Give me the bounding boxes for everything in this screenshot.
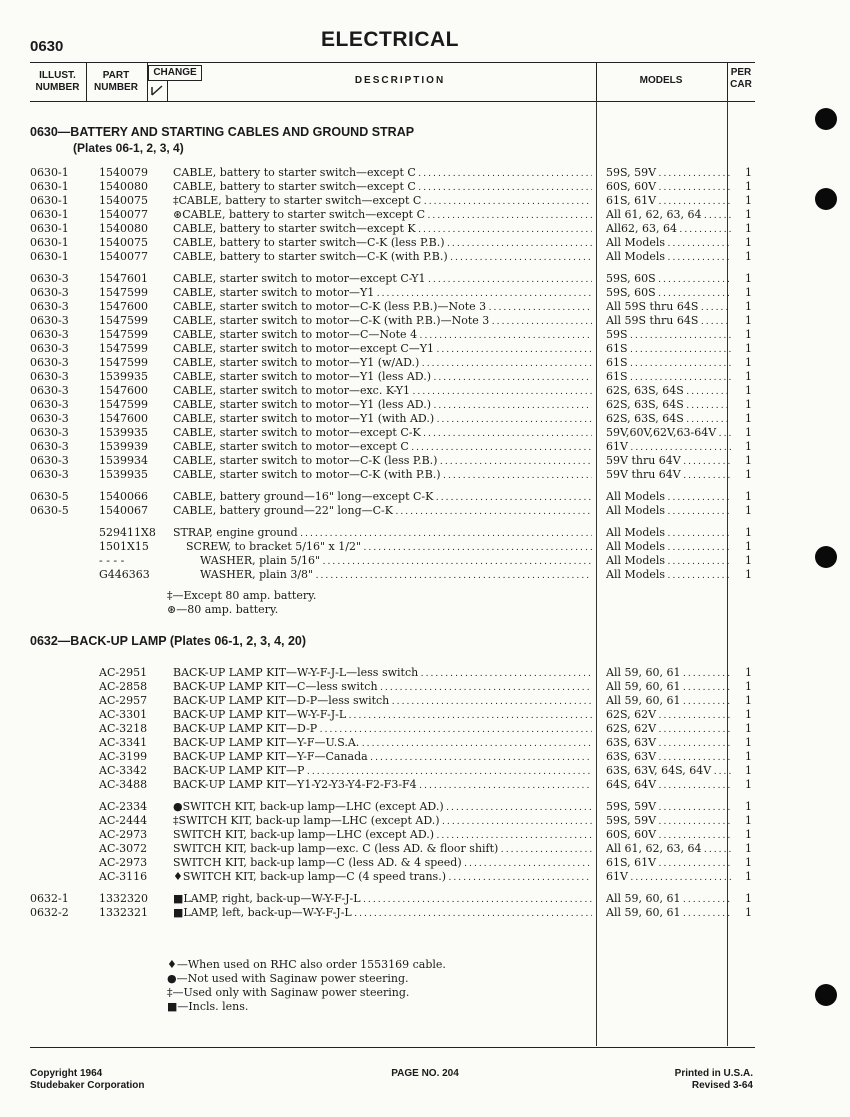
models: All 59, 60, 61 . . . (606, 680, 731, 695)
table-row (30, 764, 755, 778)
header-change: CHANGE (148, 65, 202, 81)
footer-copyright: Copyright 1964 (30, 1068, 103, 1079)
description: CABLE, starter switch to motor—exc. K-Y1 . . . (173, 384, 592, 399)
description: CABLE, starter switch to motor—except C . . . (173, 440, 592, 455)
per-car: 1 (745, 166, 752, 179)
footer-rule (30, 1047, 755, 1048)
illustration-number: 0630-3 (30, 328, 69, 341)
models: 62S, 62V . . . (606, 708, 731, 723)
binder-hole-icon (815, 546, 837, 568)
models: 59S, 59V . . . (606, 166, 731, 181)
change-check-icon (150, 83, 168, 97)
description: ‡SWITCH KIT, back-up lamp—LHC (except AD.) . . . (173, 814, 592, 829)
illustration-number: 0630-3 (30, 342, 69, 355)
part-number: 1547599 (99, 286, 148, 299)
per-car: 1 (745, 468, 752, 481)
table-row (30, 526, 755, 540)
part-number: - - - - (99, 554, 125, 567)
illustration-number: 0630-1 (30, 222, 69, 235)
models: All 59, 60, 61 . . . (606, 906, 731, 921)
table-row (30, 666, 755, 680)
per-car: 1 (745, 906, 752, 919)
per-car: 1 (745, 250, 752, 263)
description: WASHER, plain 3/8" . . . (200, 568, 592, 583)
table-row (30, 426, 755, 440)
models: All 59, 60, 61 . . . (606, 694, 731, 709)
table-row (30, 906, 755, 920)
per-car: 1 (745, 328, 752, 341)
description: ■LAMP, right, back-up—W-Y-F-J-L . . . (173, 892, 592, 907)
description: CABLE, starter switch to motor—except C—Y1 . . . (173, 342, 592, 357)
description: ●SWITCH KIT, back-up lamp—LHC (except AD.) . . . (173, 800, 592, 815)
table-row (30, 870, 755, 884)
part-number: 1547601 (99, 272, 148, 285)
description: BACK-UP LAMP KIT—C—less switch . . . (173, 680, 592, 695)
description: BACK-UP LAMP KIT—W-Y-F-J-L—less switch . . . (173, 666, 592, 681)
table-row (30, 490, 755, 504)
part-number: 1540080 (99, 222, 148, 235)
models: 63S, 63V . . . (606, 736, 731, 751)
header-per-car (727, 63, 755, 101)
header-illust-line2: NUMBER (35, 82, 80, 93)
per-car: 1 (745, 708, 752, 721)
part-number: 1540080 (99, 180, 148, 193)
per-car: 1 (745, 800, 752, 813)
per-car: 1 (745, 694, 752, 707)
description: CABLE, battery to starter switch—except C . . . (173, 166, 592, 181)
footer-printed: Printed in U.S.A. (674, 1068, 753, 1079)
models: 59S, 60S . . . (606, 286, 731, 301)
description: CABLE, battery ground—22" long—C-K . . . (173, 504, 592, 519)
table-row (30, 540, 755, 554)
per-car: 1 (745, 384, 752, 397)
description: CABLE, battery ground—16" long—except C-K . . . (173, 490, 592, 505)
models: All 59S thru 64S . . . (606, 314, 731, 329)
per-car: 1 (745, 314, 752, 327)
per-car: 1 (745, 356, 752, 369)
models: All 61, 62, 63, 64 . . . (606, 842, 731, 857)
footnote: ‡—Used only with Saginaw power steering. (167, 986, 410, 999)
models: 59S, 59V . . . (606, 814, 731, 829)
models: 59S, 60S . . . (606, 272, 731, 287)
footnote: ●—Not used with Saginaw power steering. (167, 972, 409, 985)
per-car: 1 (745, 370, 752, 383)
description: BACK-UP LAMP KIT—P . . . (173, 764, 592, 779)
models: All Models . . . (606, 504, 731, 519)
part-number: 1547599 (99, 356, 148, 369)
per-car: 1 (745, 490, 752, 503)
part-number: AC-3218 (99, 722, 148, 735)
illustration-number: 0630-3 (30, 398, 69, 411)
per-car: 1 (745, 736, 752, 749)
description: BACK-UP LAMP KIT—Y1-Y2-Y3-Y4-F2-F3-F4 . . . (173, 778, 592, 793)
page-title: ELECTRICAL (321, 28, 459, 51)
per-car: 1 (745, 454, 752, 467)
part-number: 1547599 (99, 314, 148, 327)
part-number: 1540075 (99, 236, 148, 249)
part-number: 1547599 (99, 328, 148, 341)
header-per-line1: PER (730, 67, 752, 78)
table-row (30, 440, 755, 454)
models: 62S, 62V . . . (606, 722, 731, 737)
table-row (30, 750, 755, 764)
table-header (30, 62, 755, 102)
description: SWITCH KIT, back-up lamp—LHC (except AD.) . . . (173, 828, 592, 843)
per-car: 1 (745, 194, 752, 207)
part-number: 1547599 (99, 398, 148, 411)
illustration-number: 0630-1 (30, 166, 69, 179)
models: All62, 63, 64 . . . (606, 222, 731, 237)
binder-hole-icon (815, 188, 837, 210)
table-row (30, 272, 755, 286)
illustration-number: 0632-2 (30, 906, 69, 919)
section-subtitle-0630: (Plates 06-1, 2, 3, 4) (73, 141, 184, 155)
illustration-number: 0630-3 (30, 272, 69, 285)
part-number: G446363 (99, 568, 150, 581)
description: CABLE, starter switch to motor—Y1 (with AD.) . . . (173, 412, 592, 427)
per-car: 1 (745, 540, 752, 553)
description: CABLE, starter switch to motor—Y1 (less AD.) . . . (173, 370, 592, 385)
description: CABLE, battery to starter switch—except C . . . (173, 180, 592, 195)
description: CABLE, battery to starter switch—C-K (with P.B.) . . . (173, 250, 592, 265)
models: All Models . . . (606, 554, 731, 569)
table-row (30, 314, 755, 328)
part-number: 1501X15 (99, 540, 149, 553)
per-car: 1 (745, 208, 752, 221)
section-title-0630: 0630—BATTERY AND STARTING CABLES AND GROUND STRAP (30, 125, 415, 139)
per-car: 1 (745, 504, 752, 517)
table-row (30, 504, 755, 518)
per-car: 1 (745, 778, 752, 791)
part-number: 1547600 (99, 384, 148, 397)
part-number: 1539935 (99, 426, 148, 439)
header-description-text: DESCRIPTION (354, 75, 446, 86)
header-illust-line1: ILLUST. (39, 70, 76, 81)
per-car: 1 (745, 300, 752, 313)
illustration-number: 0630-1 (30, 250, 69, 263)
illustration-number: 0632-1 (30, 892, 69, 905)
table-row (30, 222, 755, 236)
illustration-number: 0630-3 (30, 454, 69, 467)
table-row (30, 856, 755, 870)
part-number: AC-2973 (99, 828, 148, 841)
per-car: 1 (745, 440, 752, 453)
illustration-number: 0630-1 (30, 194, 69, 207)
description: CABLE, starter switch to motor—Y1 . . . (173, 286, 592, 301)
description: SWITCH KIT, back-up lamp—exc. C (less AD. & floor shift) . . . (173, 842, 592, 857)
illustration-number: 0630-5 (30, 504, 69, 517)
illustration-number: 0630-3 (30, 286, 69, 299)
table-row (30, 722, 755, 736)
models: 60S, 60V . . . (606, 180, 731, 195)
models: 61V . . . (606, 440, 731, 455)
models: 63S, 63V . . . (606, 750, 731, 765)
table-row (30, 736, 755, 750)
models: 61V . . . (606, 870, 731, 885)
per-car: 1 (745, 568, 752, 581)
part-number: AC-2973 (99, 856, 148, 869)
illustration-number: 0630-3 (30, 314, 69, 327)
per-car: 1 (745, 426, 752, 439)
part-number: 1332321 (99, 906, 148, 919)
description: CABLE, starter switch to motor—C-K (less P.B.) . . . (173, 454, 592, 469)
description: CABLE, starter switch to motor—C—Note 4 . . . (173, 328, 592, 343)
table-row (30, 778, 755, 792)
per-car: 1 (745, 526, 752, 539)
models: 59V thru 64V . . . (606, 454, 731, 469)
illustration-number: 0630-3 (30, 300, 69, 313)
part-number: 1540067 (99, 504, 148, 517)
table-row (30, 708, 755, 722)
models: 62S, 63S, 64S . . . (606, 412, 731, 427)
models: All Models . . . (606, 490, 731, 505)
illustration-number: 0630-3 (30, 426, 69, 439)
table-row (30, 694, 755, 708)
table-row (30, 342, 755, 356)
per-car: 1 (745, 342, 752, 355)
header-per-line2: CAR (730, 79, 752, 90)
part-number: 1547600 (99, 412, 148, 425)
part-number: 529411X8 (99, 526, 156, 539)
part-number: AC-2951 (99, 666, 148, 679)
illustration-number: 0630-3 (30, 384, 69, 397)
table-row (30, 166, 755, 180)
description: BACK-UP LAMP KIT—D-P . . . (173, 722, 592, 737)
description: STRAP, engine ground . . . (173, 526, 592, 541)
description: CABLE, battery to starter switch—except K . . . (173, 222, 592, 237)
footnote: ⊛—80 amp. battery. (167, 603, 279, 616)
part-number: AC-3072 (99, 842, 148, 855)
table-row (30, 300, 755, 314)
binder-hole-icon (815, 984, 837, 1006)
table-row (30, 842, 755, 856)
models: All Models . . . (606, 540, 731, 555)
header-divider (167, 81, 168, 101)
models: All 59, 60, 61 . . . (606, 892, 731, 907)
models: 61S, 61V . . . (606, 856, 731, 871)
per-car: 1 (745, 554, 752, 567)
table-row (30, 370, 755, 384)
part-number: AC-2444 (99, 814, 148, 827)
illustration-number: 0630-1 (30, 208, 69, 221)
header-models-text: MODELS (639, 75, 683, 86)
table-row (30, 568, 755, 582)
table-row (30, 454, 755, 468)
description: SWITCH KIT, back-up lamp—C (less AD. & 4 speed) . . . (173, 856, 592, 871)
table-row (30, 328, 755, 342)
illustration-number: 0630-3 (30, 468, 69, 481)
part-number: 1332320 (99, 892, 148, 905)
description: ⊛CABLE, battery to starter switch—except C . . . (173, 208, 592, 223)
table-row (30, 412, 755, 426)
per-car: 1 (745, 272, 752, 285)
models: 64S, 64V . . . (606, 778, 731, 793)
per-car: 1 (745, 828, 752, 841)
models: 59V,60V,62V,63-64V . . . (606, 426, 731, 441)
per-car: 1 (745, 892, 752, 905)
part-number: AC-2334 (99, 800, 148, 813)
models: All 59, 60, 61 . . . (606, 666, 731, 681)
models: 63S, 63V, 64S, 64V . . . (606, 764, 731, 779)
models: 62S, 63S, 64S . . . (606, 398, 731, 413)
per-car: 1 (745, 722, 752, 735)
per-car: 1 (745, 764, 752, 777)
description: BACK-UP LAMP KIT—Y-F—Canada . . . (173, 750, 592, 765)
description: ■LAMP, left, back-up—W-Y-F-J-L . . . (173, 906, 592, 921)
table-row (30, 468, 755, 482)
models: 59S . . . (606, 328, 731, 343)
models: 60S, 60V . . . (606, 828, 731, 843)
table-row (30, 286, 755, 300)
part-number: 1539939 (99, 440, 148, 453)
description: CABLE, starter switch to motor—C-K (with P.B.)—Note 3 . . . (173, 314, 592, 329)
illustration-number: 0630-5 (30, 490, 69, 503)
per-car: 1 (745, 870, 752, 883)
description: CABLE, starter switch to motor—except C-Y1 . . . (173, 272, 592, 287)
description: CABLE, starter switch to motor—C-K (less P.B.)—Note 3 . . . (173, 300, 592, 315)
footnote: ‡—Except 80 amp. battery. (167, 589, 317, 602)
table-row (30, 892, 755, 906)
footer-revised: Revised 3-64 (691, 1080, 753, 1091)
illustration-number: 0630-3 (30, 412, 69, 425)
section-title-0632: 0632—BACK-UP LAMP (Plates 06-1, 2, 3, 4, 20) (30, 634, 307, 648)
per-car: 1 (745, 286, 752, 299)
illustration-number: 0630-3 (30, 370, 69, 383)
part-number: 1539935 (99, 370, 148, 383)
table-row (30, 384, 755, 398)
header-description (200, 63, 600, 101)
table-row (30, 800, 755, 814)
per-car: 1 (745, 666, 752, 679)
description: ‡CABLE, battery to starter switch—except C . . . (173, 194, 592, 209)
part-number: 1540077 (99, 208, 148, 221)
part-number: AC-3341 (99, 736, 148, 749)
footer-left (30, 1068, 144, 1092)
per-car: 1 (745, 814, 752, 827)
footnote: ■—Incls. lens. (167, 1000, 249, 1013)
per-car: 1 (745, 222, 752, 235)
part-number: AC-3199 (99, 750, 148, 763)
part-number: 1540079 (99, 166, 148, 179)
part-number: 1547600 (99, 300, 148, 313)
header-illust (30, 63, 85, 101)
table-row (30, 356, 755, 370)
description: BACK-UP LAMP KIT—Y-F—U.S.A. . . . (173, 736, 592, 751)
per-car: 1 (745, 750, 752, 763)
table-row (30, 828, 755, 842)
table-row (30, 236, 755, 250)
description: CABLE, starter switch to motor—except C-K . . . (173, 426, 592, 441)
models: All Models . . . (606, 250, 731, 265)
per-car: 1 (745, 180, 752, 193)
illustration-number: 0630-3 (30, 356, 69, 369)
header-part-line1: PART (102, 70, 130, 81)
footer-company: Studebaker Corporation (30, 1080, 145, 1091)
page-section-number: 0630 (30, 38, 64, 55)
footnote: ♦—When used on RHC also order 1553169 cable. (167, 958, 446, 971)
per-car: 1 (745, 412, 752, 425)
illustration-number: 0630-3 (30, 440, 69, 453)
header-models (596, 63, 726, 101)
table-row (30, 180, 755, 194)
per-car: 1 (745, 236, 752, 249)
header-part (86, 63, 146, 101)
models: 61S . . . (606, 356, 731, 371)
part-number: AC-3488 (99, 778, 148, 791)
models: 61S, 61V . . . (606, 194, 731, 209)
part-number: 1540066 (99, 490, 148, 503)
description: CABLE, starter switch to motor—C-K (with P.B.) . . . (173, 468, 592, 483)
part-number: 1539934 (99, 454, 148, 467)
models: All Models . . . (606, 236, 731, 251)
part-number: 1540075 (99, 194, 148, 207)
header-part-line2: NUMBER (94, 82, 138, 93)
models: All Models . . . (606, 526, 731, 541)
table-row (30, 208, 755, 222)
description: BACK-UP LAMP KIT—D-P—less switch . . . (173, 694, 592, 709)
table-row (30, 250, 755, 264)
part-number: AC-3116 (99, 870, 148, 883)
models: 59S, 59V . . . (606, 800, 731, 815)
part-number: AC-3301 (99, 708, 148, 721)
description: WASHER, plain 5/16" . . . (200, 554, 592, 569)
per-car: 1 (745, 680, 752, 693)
part-number: AC-2858 (99, 680, 148, 693)
models: 59V thru 64V . . . (606, 468, 731, 483)
part-number: 1539935 (99, 468, 148, 481)
models: All 59S thru 64S . . . (606, 300, 731, 315)
footer-right (600, 1068, 753, 1092)
table-row (30, 814, 755, 828)
table-row (30, 398, 755, 412)
description: CABLE, battery to starter switch—C-K (less P.B.) . . . (173, 236, 592, 251)
table-row (30, 194, 755, 208)
per-car: 1 (745, 398, 752, 411)
part-number: 1540077 (99, 250, 148, 263)
description: BACK-UP LAMP KIT—W-Y-F-J-L . . . (173, 708, 592, 723)
per-car: 1 (745, 842, 752, 855)
description: CABLE, starter switch to motor—Y1 (w/AD.) . . . (173, 356, 592, 371)
description: ♦SWITCH KIT, back-up lamp—C (4 speed trans.) . . . (173, 870, 592, 885)
models: 62S, 63S, 64S . . . (606, 384, 731, 399)
binder-hole-icon (815, 108, 837, 130)
illustration-number: 0630-1 (30, 236, 69, 249)
table-row (30, 680, 755, 694)
description: CABLE, starter switch to motor—Y1 (less AD.) . . . (173, 398, 592, 413)
models: 61S . . . (606, 370, 731, 385)
part-number: AC-3342 (99, 764, 148, 777)
illustration-number: 0630-1 (30, 180, 69, 193)
models: All 61, 62, 63, 64 . . . (606, 208, 731, 223)
description: SCREW, to bracket 5/16" x 1/2" . . . (186, 540, 592, 555)
footer-page-no: PAGE NO. 204 (391, 1068, 459, 1079)
part-number: 1547599 (99, 342, 148, 355)
per-car: 1 (745, 856, 752, 869)
part-number: AC-2957 (99, 694, 148, 707)
models: 61S . . . (606, 342, 731, 357)
models: All Models . . . (606, 568, 731, 583)
table-row (30, 554, 755, 568)
